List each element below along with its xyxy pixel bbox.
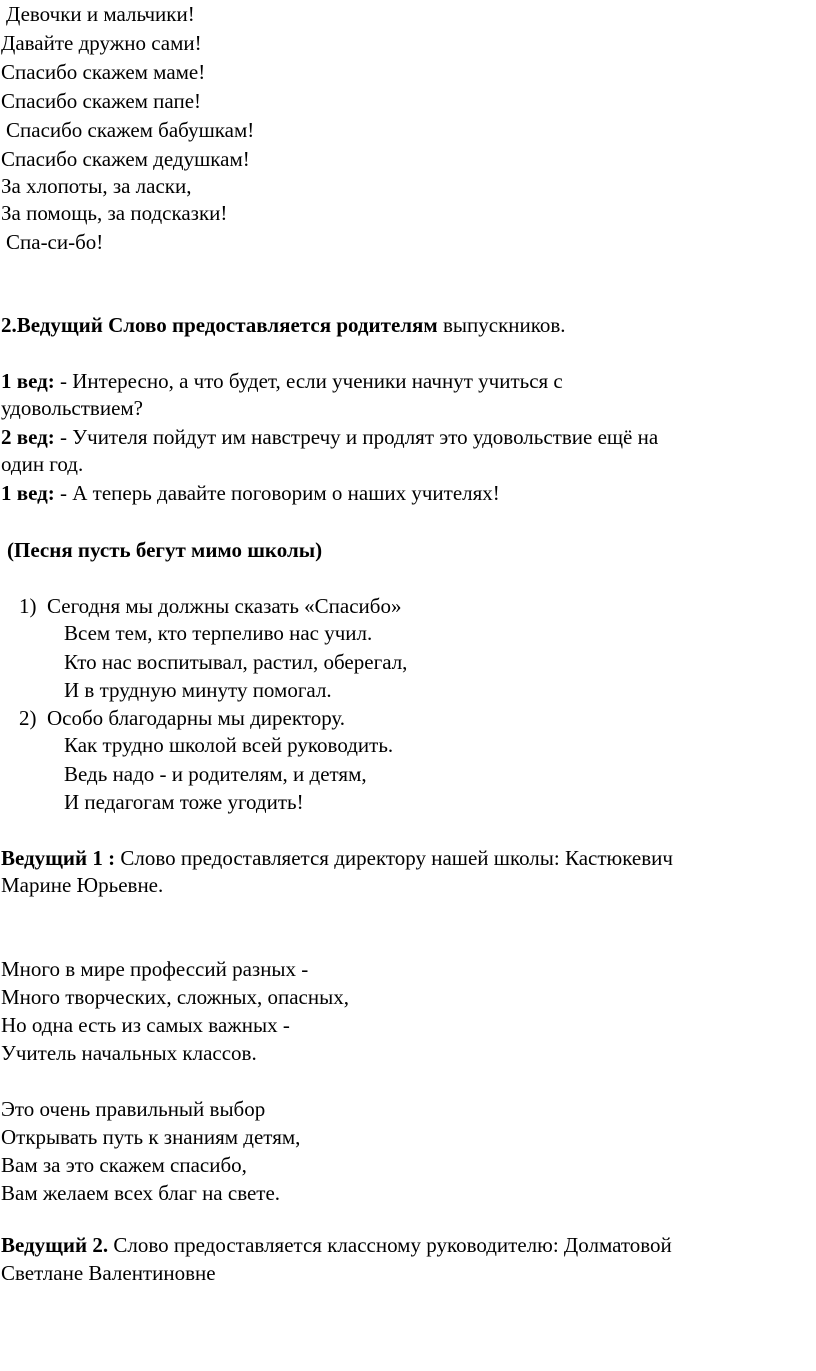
stanza-line: Открывать путь к знаниям детям,	[1, 1125, 301, 1149]
stanza-line: Много творческих, сложных, опасных,	[1, 985, 349, 1009]
stanza-line: Это очень правильный выбор	[1, 1097, 266, 1121]
poem-line: За помощь, за подсказки!	[1, 201, 228, 225]
verse-line: И в трудную минуту помогал.	[64, 678, 332, 702]
stanza-line: Много в мире профессий разных -	[1, 957, 309, 981]
dialog-line	[1, 423, 658, 451]
speaker-label: 2 вед:	[1, 425, 55, 449]
poem-line: Спасибо скажем папе!	[1, 89, 202, 113]
stanza-line: Учитель начальных классов.	[1, 1041, 257, 1065]
poem-line: Давайте дружно сами!	[1, 31, 202, 55]
poem-line: За хлопоты, за ласки,	[1, 174, 192, 198]
section-heading	[1, 311, 566, 339]
song-verse-first	[1, 704, 345, 732]
speaker-label: 1 вед:	[1, 369, 55, 393]
host-line	[1, 1231, 672, 1259]
verse-number: 1)	[19, 594, 37, 618]
verse-text: Особо благодарны мы директору.	[47, 706, 346, 730]
dialog-text: - А теперь давайте поговорим о наших учителях!	[54, 481, 500, 505]
poem-line: Спа-си-бо!	[6, 230, 104, 254]
host-text: Слово предоставляется классному руководителю: Долматовой	[108, 1233, 672, 1257]
stanza-line: Вам за это скажем спасибо,	[1, 1153, 247, 1177]
speaker-label: 1 вед:	[1, 481, 55, 505]
verse-line: Как трудно школой всей руководить.	[64, 733, 394, 757]
dialog-line	[1, 367, 563, 395]
host-continuation: Марине Юрьевне.	[1, 873, 164, 897]
verse-line: И педагогам тоже угодить!	[64, 790, 304, 814]
poem-line: Спасибо скажем дедушкам!	[1, 147, 250, 171]
section-heading-text: выпускников.	[437, 313, 566, 337]
host-continuation: Светлане Валентиновне	[1, 1261, 216, 1285]
stanza-line: Вам желаем всех благ на свете.	[1, 1181, 281, 1205]
stanza-line: Но одна есть из самых важных -	[1, 1013, 290, 1037]
verse-line: Кто нас воспитывал, растил, оберегал,	[64, 650, 408, 674]
section-heading-bold: 2.Ведущий Слово предоставляется родителям	[1, 313, 438, 337]
host-label: Ведущий 2.	[1, 1233, 109, 1257]
verse-line: Ведь надо - и родителям, и детям,	[64, 762, 367, 786]
verse-number: 2)	[19, 706, 37, 730]
host-label: Ведущий 1 :	[1, 846, 116, 870]
dialog-continuation: один год.	[1, 452, 84, 476]
verse-line: Всем тем, кто терпеливо нас учил.	[64, 621, 373, 645]
song-title: (Песня пусть бегут мимо школы)	[7, 538, 323, 562]
dialog-continuation: удовольствием?	[1, 396, 143, 420]
poem-line: Девочки и мальчики!	[6, 2, 195, 26]
dialog-line	[1, 479, 500, 507]
song-verse-first	[1, 592, 401, 620]
host-text: Слово предоставляется директору нашей школы: Кастюкевич	[115, 846, 673, 870]
poem-line: Спасибо скажем бабушкам!	[6, 118, 255, 142]
dialog-text: - Учителя пойдут им навстречу и продлят это удовольствие ещё на	[54, 425, 659, 449]
host-line	[1, 844, 673, 872]
verse-text: Сегодня мы должны сказать «Спасибо»	[47, 594, 402, 618]
dialog-text: - Интересно, а что будет, если ученики начнут учиться с	[54, 369, 563, 393]
poem-line: Спасибо скажем маме!	[1, 60, 206, 84]
